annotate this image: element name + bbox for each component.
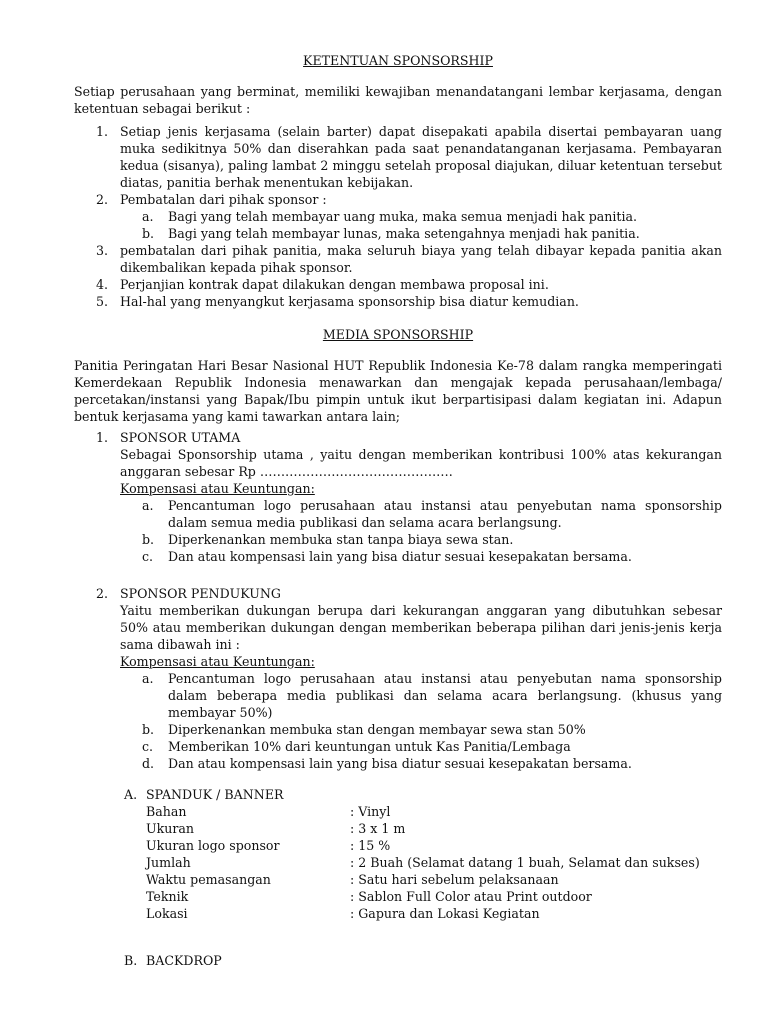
list-item: 4. Perjanjian kontrak dapat dilakukan dengan membawa proposal ini. (96, 277, 549, 292)
table-row: Ukuran logo sponsor : 15 % (146, 838, 391, 853)
list-item: 1. Setiap jenis kerjasama (selain barter) dapat disepakati apabila disertai pembayaran uang muka sedikitnya 50% dan diserahkan pada saat penandatanganan kerjasama. Pembayaran kedua (sisanya), paling lambat 2 minggu setelah proposal diajukan, diluar ketentuan tersebut diatas, panitia berhak menentukan kebijakan. (96, 124, 722, 190)
sponsor-utama-desc: Sebagai Sponsorship utama , yaitu dengan memberikan kontribusi 100% atas kekurangan anggaran sebesar Rp ………………………………………. (120, 447, 722, 479)
ketentuan-title: KETENTUAN SPONSORSHIP (303, 53, 493, 68)
kompensasi-label: Kompensasi atau Keuntungan: (120, 654, 315, 669)
ketentuan-intro: Setiap perusahaan yang berminat, memiliki kewajiban menandatangani lembar kerjasama, dengan ketentuan sebagai berikut : (74, 84, 722, 116)
document-page (74, 52, 722, 969)
sponsor-pendukung-desc: Yaitu memberikan dukungan berupa dari kekurangan anggaran yang dibutuhkan sebesar 50% atau memberikan dukungan dengan memberikan beberapa pilihan dari jenis-jenis kerja sama dibawah ini : (120, 603, 722, 652)
sponsor-pendukung-heading: 2. SPONSOR PENDUKUNG (96, 586, 281, 601)
table-row: Waktu pemasangan : Satu hari sebelum pelaksanaan (146, 872, 559, 887)
list-item: 2. Pembatalan dari pihak sponsor : a. Bagi yang telah membayar uang muka, maka semua menjadi hak panitia. b. Bagi yang telah membayar lunas, maka setengahnya menjadi hak panitia. (74, 191, 722, 242)
list-item: 3. pembatalan dari pihak panitia, maka seluruh biaya yang telah dibayar kepada panitia akan dikembalikan kepada pihak sponsor. (96, 243, 722, 275)
ketentuan-list (74, 123, 722, 310)
utama-benefit-list (74, 497, 722, 565)
list-item: c. Memberikan 10% dari keuntungan untuk Kas Panitia/Lembaga (142, 739, 571, 754)
media-intro: Panitia Peringatan Hari Besar Nasional HUT Republik Indonesia Ke-78 dalam rangka memperingati Kemerdekaan Republik Indonesia menawarkan dan mengajak kepada perusahaan/lembaga/ percetakan/instansi yang Bapak/Ibu pimpin untuk ikut berpartisipasi dalam kegiatan ini. Adapun bentuk kerjasama yang kami tawarkan antara lain; (74, 358, 722, 424)
media-title: MEDIA SPONSORSHIP (322, 327, 474, 342)
kompensasi-label: Kompensasi atau Keuntungan: (120, 481, 315, 496)
list-item: a. Bagi yang telah membayar uang muka, maka semua menjadi hak panitia. (142, 209, 638, 224)
list-item: c. Dan atau kompensasi lain yang bisa diatur sesuai kesepakatan bersama. (142, 549, 632, 564)
spanduk-heading: A. SPANDUK / BANNER (124, 787, 284, 802)
pendukung-benefit-list (74, 670, 722, 772)
table-row: Jumlah : 2 Buah (Selamat datang 1 buah, Selamat dan sukses) (146, 855, 700, 870)
table-row: Lokasi : Gapura dan Lokasi Kegiatan (146, 906, 540, 921)
list-item: b. Diperkenankan membuka stan dengan membayar sewa stan 50% (142, 722, 586, 737)
list-item: b. Diperkenankan membuka stan tanpa biaya sewa stan. (142, 532, 514, 547)
spanduk-spec-table (146, 803, 700, 922)
list-item: a. Pencantuman logo perusahaan atau instansi atau penyebutan nama sponsorship dalam semua media publikasi dan selama acara berlangsung. (142, 498, 722, 530)
list-item: 5. Hal-hal yang menyangkut kerjasama sponsorship bisa diatur kemudian. (96, 294, 579, 309)
table-row: Bahan : Vinyl (146, 804, 391, 819)
backdrop-heading: B. BACKDROP (124, 953, 222, 968)
list-item: d. Dan atau kompensasi lain yang bisa diatur sesuai kesepakatan bersama. (142, 756, 632, 771)
table-row: Teknik : Sablon Full Color atau Print outdoor (146, 889, 592, 904)
sub-list (120, 208, 722, 242)
list-item: a. Pencantuman logo perusahaan atau instansi atau penyebutan nama sponsorship dalam beberapa media publikasi dan selama acara berlangsung. (khusus yang membayar 50%) (142, 671, 722, 720)
table-row: Ukuran : 3 x 1 m (146, 821, 406, 836)
list-item: b. Bagi yang telah membayar lunas, maka setengahnya menjadi hak panitia. (142, 226, 640, 241)
sponsor-utama-heading: 1. SPONSOR UTAMA (96, 430, 241, 445)
